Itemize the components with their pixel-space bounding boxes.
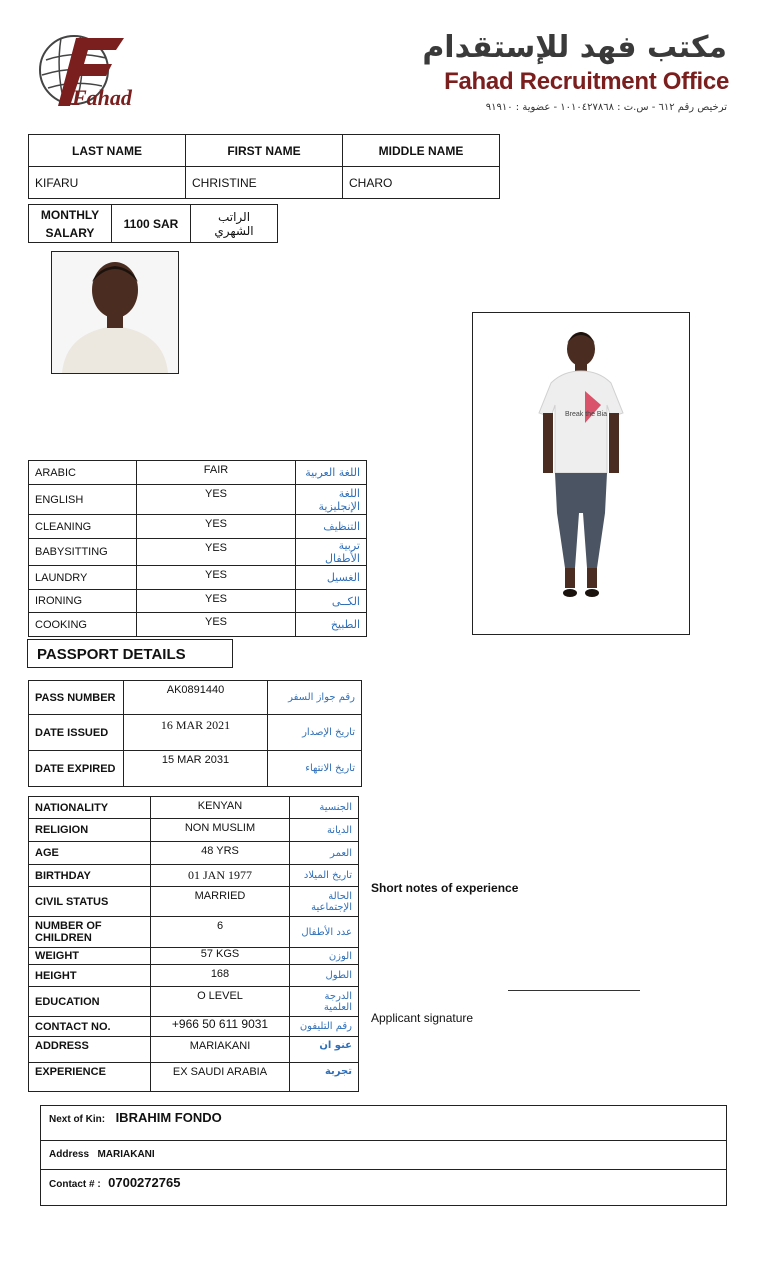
kin-contact-row [41,1170,726,1205]
table-row [29,842,359,865]
face-photo [51,251,179,374]
passport-table [28,680,362,787]
skill-label: ARABIC [29,461,137,485]
skill-label: ENGLISH [29,485,137,515]
passport-label: DATE EXPIRED [29,751,124,787]
info-label-arabic: رقم التليفون [290,1017,359,1037]
skill-value: YES [137,515,296,539]
table-row [29,865,359,887]
kin-address-label: Address [49,1149,90,1160]
license-info: ترخيص رقم ٦١٢ - س.ت : ١٠١٠٤٢٧٨٦٨ - عضوية : ٩١٩١٠ [485,102,727,113]
middle-name-value: CHARO [343,167,500,199]
info-label: EXPERIENCE [29,1063,151,1092]
table-row [29,1037,359,1063]
table-row [29,887,359,917]
info-value: 168 [151,965,290,987]
skill-label-arabic: اللغة الإنجليزية [296,485,367,515]
last-name-header: LAST NAME [29,135,186,167]
info-label: NATIONALITY [29,797,151,819]
skill-value: YES [137,590,296,613]
salary-label-line2: SALARY [45,225,95,240]
table-row [29,917,359,948]
table-row [29,613,367,637]
info-label-arabic: الطول [290,965,359,987]
next-of-kin-box [40,1105,727,1206]
salary-label [29,205,112,243]
info-label-arabic: الجنسية [290,797,359,819]
passport-value: 16 MAR 2021 [124,715,268,751]
passport-label-arabic: تاريخ الانتهاء [268,751,362,787]
skill-value: YES [137,613,296,637]
skill-value: FAIR [137,461,296,485]
first-name-header: FIRST NAME [186,135,343,167]
info-value: EX SAUDI ARABIA [151,1063,290,1092]
info-label: CONTACT NO. [29,1017,151,1037]
table-row [29,965,359,987]
info-label-arabic: العمر [290,842,359,865]
skill-label: CLEANING [29,515,137,539]
kin-address-row [41,1141,726,1170]
kin-name-label: Next of Kin: [49,1114,106,1125]
office-name-english: Fahad Recruitment Office [444,68,729,95]
logo-text: Fahad [72,85,132,110]
salary-table [28,204,278,243]
table-row [29,751,362,787]
kin-name-row [41,1106,726,1141]
passport-label: PASS NUMBER [29,681,124,715]
info-label-arabic: الديانة [290,819,359,842]
info-value: KENYAN [151,797,290,819]
info-value: 57 KGS [151,948,290,965]
kin-contact-label: Contact # : [49,1179,101,1190]
skill-value: YES [137,485,296,515]
passport-value: AK0891440 [124,681,268,715]
personal-info-table [28,796,359,1092]
table-row [29,515,367,539]
kin-name-value: IBRAHIM FONDO [115,1110,222,1125]
table-row [29,539,367,566]
table-row [29,797,359,819]
skill-value: YES [137,539,296,566]
skill-value: YES [137,566,296,590]
middle-name-header: MIDDLE NAME [343,135,500,167]
passport-label: DATE ISSUED [29,715,124,751]
info-label: RELIGION [29,819,151,842]
passport-value: 15 MAR 2031 [124,751,268,787]
tshirt-text: Break the Bia [565,411,608,418]
full-body-photo [472,312,690,635]
info-value: +966 50 611 9031 [151,1017,290,1037]
info-value: 01 JAN 1977 [151,865,290,887]
table-row [29,681,362,715]
table-row [29,819,359,842]
info-label: HEIGHT [29,965,151,987]
table-row [29,590,367,613]
passport-label-arabic: تاريخ الإصدار [268,715,362,751]
skill-label-arabic: الكــى [296,590,367,613]
info-label: ADDRESS [29,1037,151,1063]
info-label-arabic: تاريخ الميلاد [290,865,359,887]
office-name-arabic: مكتب فهد للإستقدام [422,30,727,65]
skill-label: BABYSITTING [29,539,137,566]
info-label: WEIGHT [29,948,151,965]
skill-label-arabic: التنظيف [296,515,367,539]
skill-label-arabic: تربية الأطفال [296,539,367,566]
info-label-arabic: عدد الأطفال [290,917,359,948]
info-value: O LEVEL [151,987,290,1017]
info-value: MARIAKANI [151,1037,290,1063]
skill-label: IRONING [29,590,137,613]
info-label-arabic: الحالة الإجتماعية [290,887,359,917]
salary-label-arabic: الراتب الشهري [191,205,278,243]
table-row [29,987,359,1017]
skill-label-arabic: الطبيخ [296,613,367,637]
kin-address-value: MARIAKANI [97,1149,155,1160]
info-value: 6 [151,917,290,948]
table-row [29,1063,359,1092]
signature-line [508,990,640,991]
skill-label-arabic: الغسيل [296,566,367,590]
info-value: MARRIED [151,887,290,917]
info-label: NUMBER OF CHILDREN [29,917,151,948]
table-row [29,461,367,485]
info-label: AGE [29,842,151,865]
first-name-value: CHRISTINE [186,167,343,199]
info-value: NON MUSLIM [151,819,290,842]
table-row [29,715,362,751]
skill-label: LAUNDRY [29,566,137,590]
skill-label: COOKING [29,613,137,637]
skill-label-arabic: اللغة العربية [296,461,367,485]
info-label-arabic: عنو ان [290,1037,359,1063]
info-label-arabic: الوزن [290,948,359,965]
info-label: EDUCATION [29,987,151,1017]
last-name-value: KIFARU [29,167,186,199]
info-label: BIRTHDAY [29,865,151,887]
table-row [29,1017,359,1037]
kin-contact-value: 0700272765 [108,1175,181,1190]
experience-notes-label: Short notes of experience [371,881,519,895]
salary-value: 1100 SAR [112,205,191,243]
info-label-arabic: الدرجة العلمية [290,987,359,1017]
table-row [29,566,367,590]
table-row [29,948,359,965]
info-value: 48 YRS [151,842,290,865]
company-logo [36,30,146,115]
passport-label-arabic: رقم جواز السفر [268,681,362,715]
skills-table [28,460,367,637]
signature-label: Applicant signature [371,1011,474,1025]
info-label: CIVIL STATUS [29,887,151,917]
name-table [28,134,500,199]
info-label-arabic: تجربة [290,1063,359,1092]
passport-section-title: PASSPORT DETAILS [27,639,233,668]
salary-label-line1: MONTHLY [40,207,100,222]
table-row [29,485,367,515]
